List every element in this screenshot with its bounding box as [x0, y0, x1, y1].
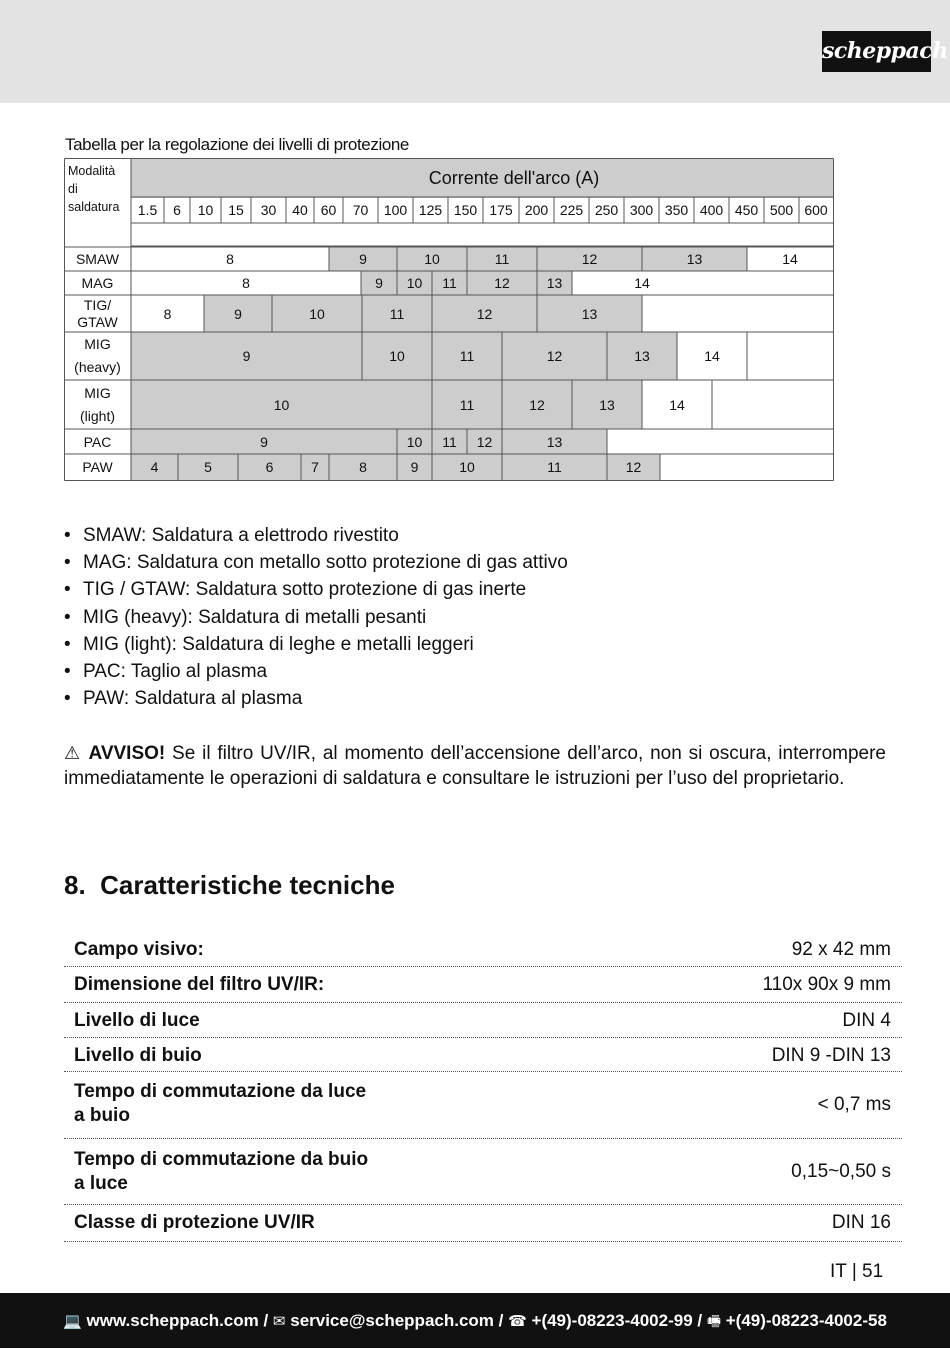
spec-value: < 0,7 ms [817, 1094, 891, 1115]
definition-text: PAW: Saldatura al plasma [83, 688, 303, 710]
protection-level: 10 [406, 275, 423, 291]
amperage-label: 15 [228, 202, 244, 218]
definition-text: MIG (light): Saldatura di leghe e metalli leggeri [83, 633, 474, 655]
protection-level: 9 [359, 251, 367, 267]
warning-paragraph [64, 742, 886, 791]
spec-value: DIN 16 [831, 1212, 891, 1233]
phone-icon: ☎ [508, 1312, 527, 1330]
spec-label: Dimensione del filtro UV/IR: [74, 974, 325, 995]
table-row [64, 1205, 902, 1242]
list-item: • TIG / GTAW: Saldatura sotto protezione di gas inerte [64, 579, 527, 601]
list-item: • MIG (light): Saldatura di leghe e metalli leggeri [64, 633, 474, 655]
definition-text: MAG: Saldatura con metallo sotto protezione di gas attivo [83, 552, 568, 574]
footer-phone: +(49)-08223-4002-99 [531, 1311, 693, 1330]
spec-value: 0,15~0,50 s [791, 1161, 891, 1182]
protection-level: 14 [669, 396, 685, 413]
table-row [64, 1139, 902, 1205]
amperage-label: 30 [260, 202, 277, 218]
protection-level: 10 [459, 459, 475, 475]
row-label-line: TIG/ [83, 296, 112, 313]
mode-header-line: di [68, 182, 78, 196]
amperage-label: 350 [664, 202, 689, 218]
specs-table [64, 932, 902, 1242]
amperage-label: 100 [383, 202, 408, 218]
row-label-line: PAW [82, 459, 113, 475]
protection-level: 10 [424, 251, 440, 267]
protection-level: 13 [546, 275, 563, 291]
header-band [0, 0, 950, 103]
protection-level: 8 [359, 459, 367, 475]
amperage-label: 6 [173, 202, 181, 218]
definition-text: SMAW: Saldatura a elettrodo rivestito [83, 525, 399, 546]
warning-triangle-icon: ⚠ [64, 743, 82, 764]
amperage-label: 200 [524, 202, 549, 218]
row-label [64, 429, 131, 454]
spec-label: Classe di protezione UV/IR [74, 1212, 315, 1233]
row-label-line: (heavy) [74, 359, 121, 375]
footer-separator: / [692, 1311, 707, 1330]
protection-level: 14 [634, 275, 650, 291]
warning-text: Se il filtro UV/IR, al momento dell’accensione dell’arco, non si oscura, interrompere immediatamente le operazioni di saldatura e consultare le istruzioni per l’uso del proprietario. [64, 743, 887, 789]
protection-level: 12 [625, 459, 642, 475]
protection-level: 12 [529, 396, 545, 413]
list-item: • MIG (heavy): Saldatura di metalli pesanti [64, 606, 427, 628]
amperage-label: 250 [594, 202, 619, 218]
row-label [64, 247, 131, 271]
amperage-label: 150 [453, 202, 478, 218]
spec-label: Livello di buio [74, 1045, 202, 1066]
current-header: Corrente dell'arco (A) [428, 168, 600, 188]
row-label-line: SMAW [75, 251, 120, 267]
section-number: 8. [64, 870, 86, 900]
amperage-label: 1.5 [137, 202, 158, 218]
amperage-label: 450 [734, 202, 759, 218]
amperage-label: 500 [769, 202, 794, 218]
protection-level: 11 [389, 305, 405, 322]
protection-level: 12 [581, 251, 598, 267]
definition-text: PAC: Taglio al plasma [83, 660, 268, 682]
protection-level: 12 [476, 305, 493, 322]
spec-label: Campo visivo: [74, 939, 204, 960]
protection-level: 13 [581, 305, 598, 322]
page-number [830, 1261, 883, 1283]
protection-level: 12 [476, 433, 493, 450]
row-label-line: GTAW [77, 313, 118, 330]
footer-website[interactable]: www.scheppach.com [86, 1311, 259, 1330]
row-label [64, 454, 131, 480]
table-row [64, 967, 902, 1003]
protection-level: 11 [442, 433, 457, 450]
definition-text: TIG / GTAW: Saldatura sotto protezione di gas inerte [83, 579, 527, 601]
protection-level: 10 [309, 305, 325, 322]
list-item: • PAW: Saldatura al plasma [64, 688, 303, 710]
amperage-label: 10 [197, 202, 214, 218]
row-label-line: PAC [83, 433, 112, 450]
amperage-label: 40 [292, 202, 308, 218]
envelope-icon: ✉ [272, 1312, 286, 1330]
protection-level: 14 [782, 251, 798, 267]
spec-label: Tempo di commutazione da luce a buio [74, 1081, 367, 1126]
protection-level: 8 [242, 275, 250, 291]
protection-level: 8 [226, 251, 234, 267]
spec-value: DIN 4 [842, 1010, 891, 1031]
protection-level: 9 [242, 348, 251, 364]
spec-value: DIN 9 -DIN 13 [771, 1045, 891, 1066]
protection-level: 4 [150, 459, 159, 475]
row-label-line: MAG [81, 275, 114, 291]
footer-bar [0, 1293, 950, 1348]
spec-label: Tempo di commutazione da buio a luce [74, 1149, 369, 1194]
abbreviation-list [64, 522, 568, 712]
protection-level: 9 [375, 275, 383, 291]
protection-level: 13 [599, 396, 615, 413]
section-title: Caratteristiche tecniche [100, 870, 395, 900]
protection-level: 13 [634, 348, 650, 364]
amperage-label: 400 [699, 202, 724, 218]
amperage-label: 225 [559, 202, 584, 218]
footer-separator: / [258, 1311, 273, 1330]
row-label [64, 380, 131, 429]
protection-level: 10 [406, 433, 423, 450]
computer-icon: 💻 [63, 1312, 82, 1330]
spec-value: 92 x 42 mm [791, 939, 891, 960]
row-label [64, 332, 131, 380]
mode-header [68, 162, 119, 216]
footer-email[interactable]: service@scheppach.com [290, 1311, 494, 1330]
spec-value: 110x 90x 9 mm [762, 974, 891, 995]
warning-label: AVVISO! [88, 743, 166, 764]
mode-header-line: Modalità [68, 164, 116, 178]
table-row [64, 1003, 902, 1038]
row-label [64, 295, 131, 332]
spec-label: Livello di luce [74, 1010, 200, 1031]
protection-level: 9 [260, 433, 268, 450]
protection-level: 11 [547, 459, 562, 475]
protection-level: 5 [204, 459, 212, 475]
row-label-line: (light) [79, 407, 115, 424]
page-num: 51 [862, 1261, 884, 1282]
page-lang: IT [830, 1261, 847, 1282]
amperage-label: 60 [320, 202, 337, 218]
table-row [64, 1072, 902, 1139]
definition-text: MIG (heavy): Saldatura di metalli pesanti [83, 606, 427, 628]
protection-level: 7 [311, 459, 319, 475]
protection-level: 13 [686, 251, 703, 267]
amperage-label: 600 [804, 202, 828, 218]
protection-level: 13 [546, 433, 563, 450]
footer-separator: / [493, 1311, 509, 1330]
amperage-label: 70 [352, 202, 369, 218]
table-caption: Tabella per la regolazione dei livelli di protezione [65, 135, 409, 154]
protection-level: 14 [704, 348, 720, 364]
table-row [64, 1038, 902, 1072]
table-row [64, 932, 902, 967]
row-label-line: MIG [84, 336, 111, 352]
protection-level: 12 [494, 275, 510, 291]
protection-level: 11 [459, 348, 475, 364]
section-heading [64, 870, 395, 901]
mode-header-line: saldatura [68, 200, 120, 214]
row-label [64, 271, 131, 295]
protection-level: 9 [410, 459, 419, 475]
protection-level: 11 [494, 251, 510, 267]
footer-fax: +(49)-08223-4002-58 [725, 1311, 887, 1330]
protection-level: 10 [389, 348, 405, 364]
list-item: • SMAW: Saldatura a elettrodo rivestito [64, 525, 399, 546]
protection-level: 12 [546, 348, 563, 364]
amperage-label: 300 [629, 202, 654, 218]
protection-level: 11 [459, 396, 475, 413]
fax-icon: 🖷 [706, 1312, 722, 1330]
protection-level: 6 [265, 459, 274, 475]
amperage-label: 175 [489, 202, 513, 218]
protection-level: 11 [442, 275, 457, 291]
row-label-line: MIG [84, 384, 111, 401]
protection-level-table [64, 158, 834, 481]
protection-level: 8 [163, 305, 172, 322]
scheppach-logo: scheppach [822, 31, 931, 72]
protection-level: 9 [234, 305, 242, 322]
protection-level: 10 [273, 396, 290, 413]
list-item: • MAG: Saldatura con metallo sotto protezione di gas attivo [64, 552, 568, 574]
amperage-label: 125 [418, 202, 443, 218]
list-item: • PAC: Taglio al plasma [64, 660, 268, 682]
page-separator: | [851, 1261, 857, 1282]
